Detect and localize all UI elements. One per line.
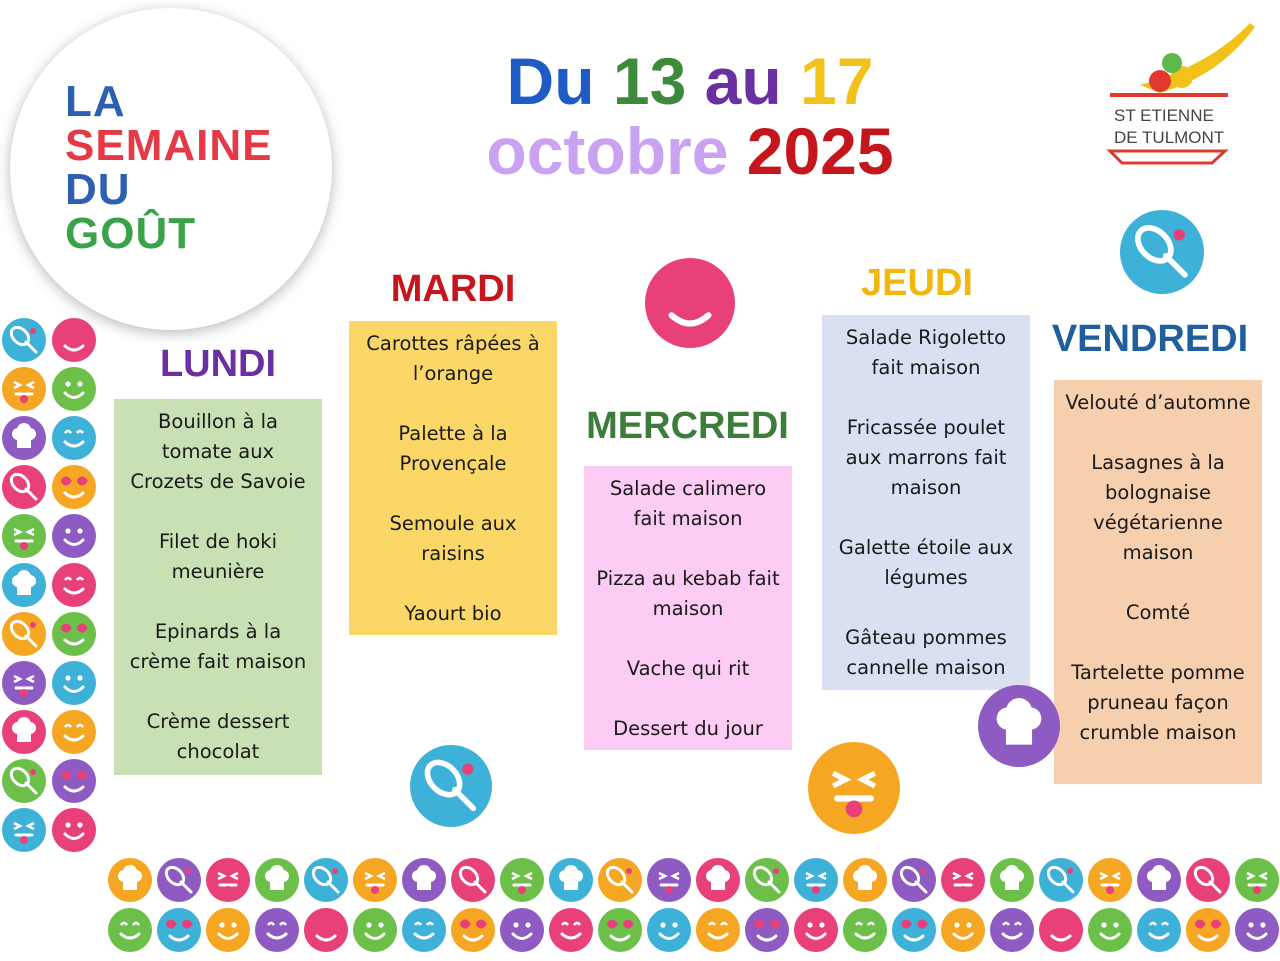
smile-face-icon xyxy=(500,908,544,952)
day-title-vendredi: VENDREDI xyxy=(1051,318,1249,360)
tongue-face-icon xyxy=(2,661,46,705)
menu-item: Salade calimero fait maison xyxy=(609,477,767,530)
menu-item: Salade Rigoletto fait maison xyxy=(845,326,1007,379)
chef-hat-icon xyxy=(843,858,887,902)
heart-eyes-icon xyxy=(52,759,96,803)
menu-item: Vache qui rit xyxy=(626,657,750,680)
heart-eyes-icon xyxy=(598,908,642,952)
heart-eyes-icon xyxy=(1039,908,1083,952)
day-title-mercredi: MERCREDI xyxy=(586,405,789,447)
menu-item: Galette étoile aux légumes xyxy=(838,536,1014,589)
smile-face-icon xyxy=(52,367,96,411)
heart-eyes-icon xyxy=(52,612,96,656)
whisk-icon xyxy=(304,858,348,902)
happy-face-icon xyxy=(255,908,299,952)
chef-hat-icon xyxy=(978,685,1060,767)
heart-eyes-icon xyxy=(304,908,348,952)
happy-face-icon xyxy=(108,908,152,952)
whisk-icon xyxy=(2,612,46,656)
title-dates xyxy=(380,46,1000,116)
menu-item: Carottes râpées à l’orange xyxy=(366,332,540,385)
day-title-mardi: MARDI xyxy=(390,268,516,310)
logo-line-gout: GOÛT xyxy=(65,209,197,258)
tongue-face-icon xyxy=(808,742,900,834)
heart-eyes-icon xyxy=(157,908,201,952)
happy-face-icon xyxy=(1137,908,1181,952)
menu-item: Velouté d’automne xyxy=(1065,391,1251,414)
heart-eyes-icon xyxy=(52,318,96,362)
happy-face-icon xyxy=(696,908,740,952)
title-du: Du xyxy=(506,44,595,118)
title-13: 13 xyxy=(612,44,687,118)
chef-hat-icon xyxy=(255,858,299,902)
day-title-lundi: LUNDI xyxy=(159,343,277,385)
menu-item: Comté xyxy=(1125,601,1191,624)
smile-face-icon xyxy=(353,908,397,952)
whisk-icon xyxy=(745,858,789,902)
chef-hat-icon xyxy=(2,416,46,460)
whisk-icon xyxy=(410,745,492,827)
smile-face-icon xyxy=(794,908,838,952)
tongue-face-icon xyxy=(941,858,985,902)
tongue-face-icon xyxy=(500,858,544,902)
semaine-du-gout-logo xyxy=(10,8,332,330)
heart-eyes-icon xyxy=(451,908,495,952)
happy-face-icon xyxy=(52,416,96,460)
menu-jeudi xyxy=(822,315,1030,690)
menu-lundi xyxy=(114,399,322,775)
menu-item: Lasagnes à la bolognaise végétarienne maison xyxy=(1091,451,1225,564)
logo-line-la: LA xyxy=(65,77,126,126)
chef-hat-icon xyxy=(402,858,446,902)
heart-eyes-icon xyxy=(52,465,96,509)
st-etienne-de-tulmont-logo xyxy=(1100,15,1260,175)
tongue-face-icon xyxy=(794,858,838,902)
smile-face-icon xyxy=(941,908,985,952)
happy-face-icon xyxy=(843,908,887,952)
chef-hat-icon xyxy=(2,710,46,754)
logo-line-du: DU xyxy=(65,165,131,214)
chef-hat-icon xyxy=(108,858,152,902)
logo-line-semaine: SEMAINE xyxy=(65,121,273,170)
tongue-face-icon xyxy=(1088,858,1132,902)
menu-item: Gâteau pommes cannelle maison xyxy=(845,626,1007,679)
whisk-icon xyxy=(1120,210,1204,294)
smile-face-icon xyxy=(1235,908,1279,952)
tongue-face-icon xyxy=(206,858,250,902)
day-title-jeudi: JEUDI xyxy=(861,262,973,304)
tongue-face-icon xyxy=(353,858,397,902)
smile-face-icon xyxy=(52,808,96,852)
happy-face-icon xyxy=(549,908,593,952)
happy-face-icon xyxy=(402,908,446,952)
tongue-face-icon xyxy=(2,808,46,852)
chef-hat-icon xyxy=(990,858,1034,902)
city-name-line1: ST ETIENNE xyxy=(1114,106,1214,125)
whisk-icon xyxy=(892,858,936,902)
whisk-icon xyxy=(1039,858,1083,902)
chef-hat-icon xyxy=(2,563,46,607)
menu-mardi xyxy=(349,321,557,635)
title-2025: 2025 xyxy=(746,114,894,188)
tongue-face-icon xyxy=(1235,858,1279,902)
heart-eyes-icon xyxy=(745,908,789,952)
menu-item: Bouillon à la tomate aux Crozets de Savoie xyxy=(130,410,306,493)
happy-face-icon xyxy=(52,563,96,607)
heart-eyes-icon xyxy=(645,258,735,348)
menu-item: Fricassée poulet aux marrons fait maison xyxy=(845,416,1007,499)
happy-face-icon xyxy=(990,908,1034,952)
chef-hat-icon xyxy=(696,858,740,902)
heart-eyes-icon xyxy=(1186,908,1230,952)
menu-item: Epinards à la crème fait maison xyxy=(129,620,307,673)
menu-item: Yaourt bio xyxy=(404,602,502,625)
menu-item: Semoule aux raisins xyxy=(389,512,517,565)
smile-face-icon xyxy=(647,908,691,952)
menu-mercredi xyxy=(584,466,792,750)
menu-item: Dessert du jour xyxy=(613,717,763,740)
chef-hat-icon xyxy=(549,858,593,902)
tongue-face-icon xyxy=(2,514,46,558)
smile-face-icon xyxy=(52,661,96,705)
tongue-face-icon xyxy=(2,367,46,411)
smile-face-icon xyxy=(206,908,250,952)
menu-item: Tartelette pomme pruneau façon crumble maison xyxy=(1071,661,1245,744)
city-name-line2: DE TULMONT xyxy=(1114,128,1225,147)
menu-item: Palette à la Provençale xyxy=(398,422,508,475)
title-17: 17 xyxy=(800,44,874,118)
smile-face-icon xyxy=(52,514,96,558)
menu-item: Crème dessert chocolat xyxy=(146,710,290,763)
menu-vendredi xyxy=(1054,380,1262,784)
whisk-icon xyxy=(598,858,642,902)
whisk-icon xyxy=(451,858,495,902)
chef-hat-icon xyxy=(1137,858,1181,902)
whisk-icon xyxy=(2,318,46,362)
whisk-icon xyxy=(157,858,201,902)
city-logo-graphic xyxy=(1100,15,1260,175)
title-month-year xyxy=(380,116,1000,186)
whisk-icon xyxy=(2,465,46,509)
smile-face-icon xyxy=(1088,908,1132,952)
happy-face-icon xyxy=(52,710,96,754)
menu-item: Filet de hoki meunière xyxy=(158,530,278,583)
tongue-face-icon xyxy=(647,858,691,902)
title-octobre: octobre xyxy=(486,114,729,188)
whisk-icon xyxy=(2,759,46,803)
heart-eyes-icon xyxy=(892,908,936,952)
title-au: au xyxy=(704,44,782,118)
whisk-icon xyxy=(1186,858,1230,902)
menu-item: Pizza au kebab fait maison xyxy=(596,567,780,620)
